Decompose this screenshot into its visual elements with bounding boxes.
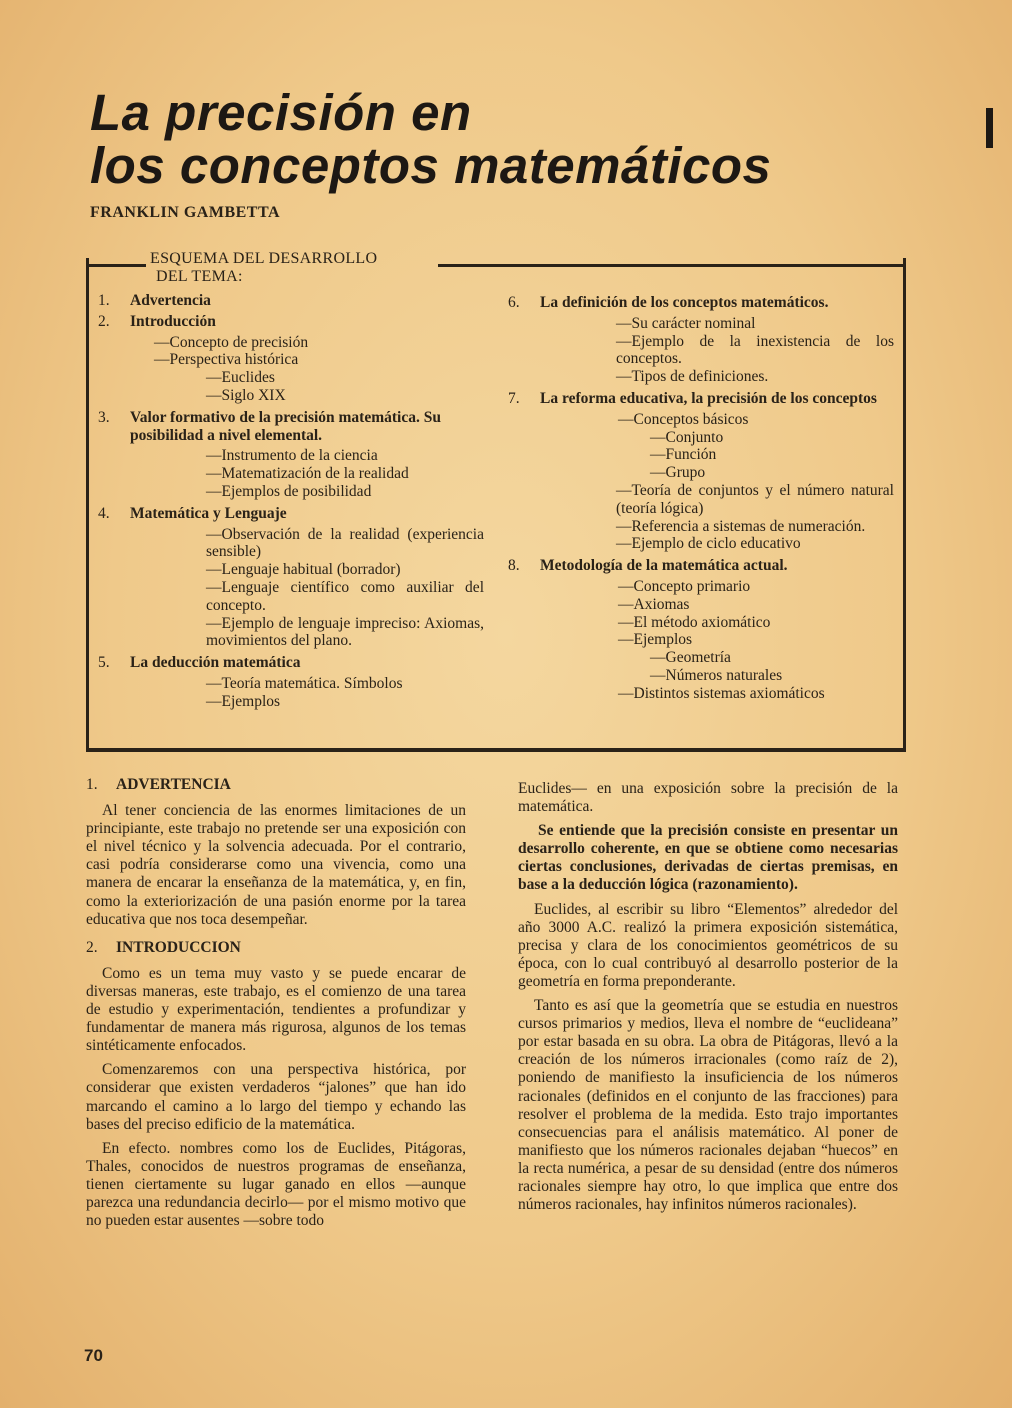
schema-item-number: 5. bbox=[98, 654, 110, 672]
schema-item-number: 4. bbox=[98, 504, 110, 522]
article-title bbox=[90, 86, 771, 192]
schema-subitem: —Ejemplos de posibilidad bbox=[206, 482, 372, 500]
schema-item bbox=[98, 654, 484, 672]
schema-item-number: 3. bbox=[98, 408, 110, 426]
schema-subitems bbox=[98, 526, 484, 651]
schema-subitem: —Euclides bbox=[206, 369, 275, 387]
schema-subitem: —Concepto primario bbox=[618, 577, 751, 595]
schema-subitem: —Instrumento de la ciencia bbox=[206, 447, 378, 465]
paragraph: Como es un tema muy vasto y se puede encarar de diversas maneras, este trabajo, es el comienzo de una tarea de estudio y experimentación, tendientes a profundizar y fundamentar de manera más rigurosa, algunos de los temas sintéticamente enfocados. bbox=[86, 964, 466, 1055]
schema-item-label: La deducción matemática bbox=[130, 654, 301, 672]
schema-subitem: —Observación de la realidad (experiencia sensible) bbox=[206, 525, 484, 561]
schema-subitem: —Función bbox=[650, 446, 717, 464]
schema-subitem: —Ejemplos bbox=[206, 692, 281, 710]
schema-item-label: Metodología de la matemática actual. bbox=[540, 557, 788, 575]
edge-mark bbox=[986, 108, 993, 148]
schema-item-label: Advertencia bbox=[130, 292, 211, 309]
schema-subitem: —Concepto de precisión bbox=[154, 333, 309, 351]
schema-subitem: —Tipos de definiciones. bbox=[616, 368, 769, 386]
schema-item-label: Valor formativo de la precisión matemática. Su posibilidad a nivel elemental. bbox=[130, 408, 441, 444]
schema-item bbox=[98, 313, 484, 331]
schema-subitem: —Teoría de conjuntos y el número natural (teoría lógica) bbox=[616, 481, 894, 517]
schema-subitem: —Su carácter nominal bbox=[616, 314, 756, 332]
schema-subitem: —Ejemplo de la inexistencia de los conceptos. bbox=[616, 332, 894, 368]
body-column-right bbox=[518, 780, 898, 1220]
schema-item-number: 2. bbox=[98, 312, 110, 330]
schema-subitem: —Distintos sistemas axiomáticos bbox=[618, 684, 825, 702]
schema-item-label: La reforma educativa, la precisión de los conceptos bbox=[540, 389, 877, 407]
paragraph: Comenzaremos con una perspectiva histórica, por considerar que existen verdaderos “jalones” que han ido marcando el camino a lo largo del tiempo y echando las bases del preciso edificio de la matemática. bbox=[86, 1061, 466, 1133]
paragraph: Tanto es así que la geometría que se estudia en nuestros cursos primarios y medios, lleva el nombre de “euclideana” por estar basada en su obra. La obra de Pitágoras, llevó a la creación de los números irracionales (como raíz de 2), poniendo de manifiesto la insuficiencia de los números racionales (definidos en el conjunto de las fracciones) para resolver el problema de la medida. Esto trajo importantes consecuencias para el análisis matemático. Al poner de manifiesto que los números racionales dejaban “huecos” en la recta numérica, a pesar de su densidad (entre dos números racionales siempre hay otro, lo que implica que entre dos números racionales, hay infinitos números racionales). bbox=[518, 997, 898, 1214]
schema-item bbox=[508, 390, 894, 408]
schema-subitems bbox=[508, 411, 894, 553]
paragraph: Euclides, al escribir su libro “Elementos” alrededor del año 3000 A.C. realizó la primera exposición sistemática, precisa y clara de los conocimientos geométricos de su época, con lo cual contribuyó al desarrollo posterior de la geometría en forma preponderante. bbox=[518, 900, 898, 990]
schema-subitems bbox=[508, 315, 894, 386]
schema-item-number: 7. bbox=[508, 389, 520, 407]
body-column-left bbox=[86, 776, 466, 1236]
schema-item bbox=[98, 505, 484, 523]
schema-subitem: —Conceptos básicos bbox=[618, 410, 749, 428]
schema-subitems bbox=[98, 675, 484, 711]
schema-subitem: —Matematización de la realidad bbox=[206, 465, 409, 483]
section-heading bbox=[86, 776, 466, 794]
schema-item-number: 1. bbox=[98, 292, 110, 309]
section-heading bbox=[86, 939, 466, 957]
schema-subitem: —Geometría bbox=[650, 649, 731, 667]
schema-item bbox=[508, 294, 894, 312]
schema-subitems bbox=[508, 578, 894, 703]
schema-heading-line-2: DEL TEMA: bbox=[156, 268, 243, 285]
paragraph: Al tener conciencia de las enormes limitaciones de un principiante, este trabajo no pretende ser una exposición con el nivel técnico y la solvencia adecuada. Por el contrario, casi podría considerarse como una vivencia, como una manera de encarar la enseñanza de la matemática, y, en fin, como la exteriorización de una pasión enorme por la tarea educativa que nos toca desempeñar. bbox=[86, 802, 466, 928]
schema-subitem: —Referencia a sistemas de numeración. bbox=[616, 517, 866, 535]
schema-column-left bbox=[98, 292, 484, 715]
schema-subitem: —Perspectiva histórica bbox=[154, 351, 299, 369]
schema-subitem: —Teoría matemática. Símbolos bbox=[206, 674, 403, 692]
section-number: 1. bbox=[86, 776, 98, 793]
schema-subitem: —Ejemplos bbox=[618, 631, 693, 649]
schema-subitem: —Axiomas bbox=[618, 595, 690, 613]
title-line-2: los conceptos matemáticos bbox=[90, 137, 772, 194]
paragraph-emphasis: Se entiende que la precisión consiste en presentar un desarrollo coherente, en que se obtiene como necesarias ciertas conclusiones, derivadas de ciertas premisas, en base a la deducción lógica (razonamiento). bbox=[518, 822, 898, 894]
schema-subitem: —Lenguaje científico como auxiliar del concepto. bbox=[206, 578, 484, 614]
section-title: ADVERTENCIA bbox=[116, 776, 231, 793]
schema-item-label: Matemática y Lenguaje bbox=[130, 504, 287, 522]
schema-subitem: —Grupo bbox=[650, 464, 706, 482]
schema-subitem: —Conjunto bbox=[650, 428, 724, 446]
paragraph: Euclides— en una exposición sobre la precisión de la matemática. bbox=[518, 780, 898, 816]
section-number: 2. bbox=[86, 938, 98, 956]
schema-subitem: —Lenguaje habitual (borrador) bbox=[206, 561, 401, 579]
schema-item-label: La definición de los conceptos matemáticos. bbox=[540, 294, 829, 311]
schema-column-right bbox=[508, 294, 894, 707]
paragraph: En efecto. nombres como los de Euclides, Pitágoras, Thales, conocidos de nuestros programas de enseñanza, tienen ciertamente su lugar ganado en ellos —aunque parezca una redundancia decirlo— por el mismo motivo que no pueden estar ausentes —sobre todo bbox=[86, 1139, 466, 1230]
schema-subitems bbox=[98, 334, 484, 405]
section-title: INTRODUCCION bbox=[116, 938, 241, 956]
schema-item-number: 8. bbox=[508, 557, 520, 575]
schema-item-label: Introducción bbox=[130, 312, 216, 330]
schema-item bbox=[98, 292, 484, 310]
schema-item bbox=[98, 409, 484, 445]
schema-heading bbox=[150, 250, 440, 286]
schema-subitem: —Ejemplo de lenguaje impreciso: Axiomas, movimientos del plano. bbox=[206, 614, 484, 650]
schema-subitems bbox=[98, 447, 484, 500]
schema-subitem: —Números naturales bbox=[650, 666, 783, 684]
schema-subitem: —Ejemplo de ciclo educativo bbox=[616, 535, 801, 553]
schema-item-number: 6. bbox=[508, 294, 520, 311]
schema-item bbox=[508, 557, 894, 575]
schema-subitem: —Siglo XIX bbox=[206, 386, 286, 404]
schema-heading-line-1: ESQUEMA DEL DESARROLLO bbox=[150, 250, 378, 267]
schema-subitem: —El método axiomático bbox=[618, 613, 771, 631]
page-number: 70 bbox=[84, 1346, 103, 1365]
title-line-1: La precisión en bbox=[90, 84, 472, 141]
author-name: FRANKLIN GAMBETTA bbox=[90, 204, 280, 221]
